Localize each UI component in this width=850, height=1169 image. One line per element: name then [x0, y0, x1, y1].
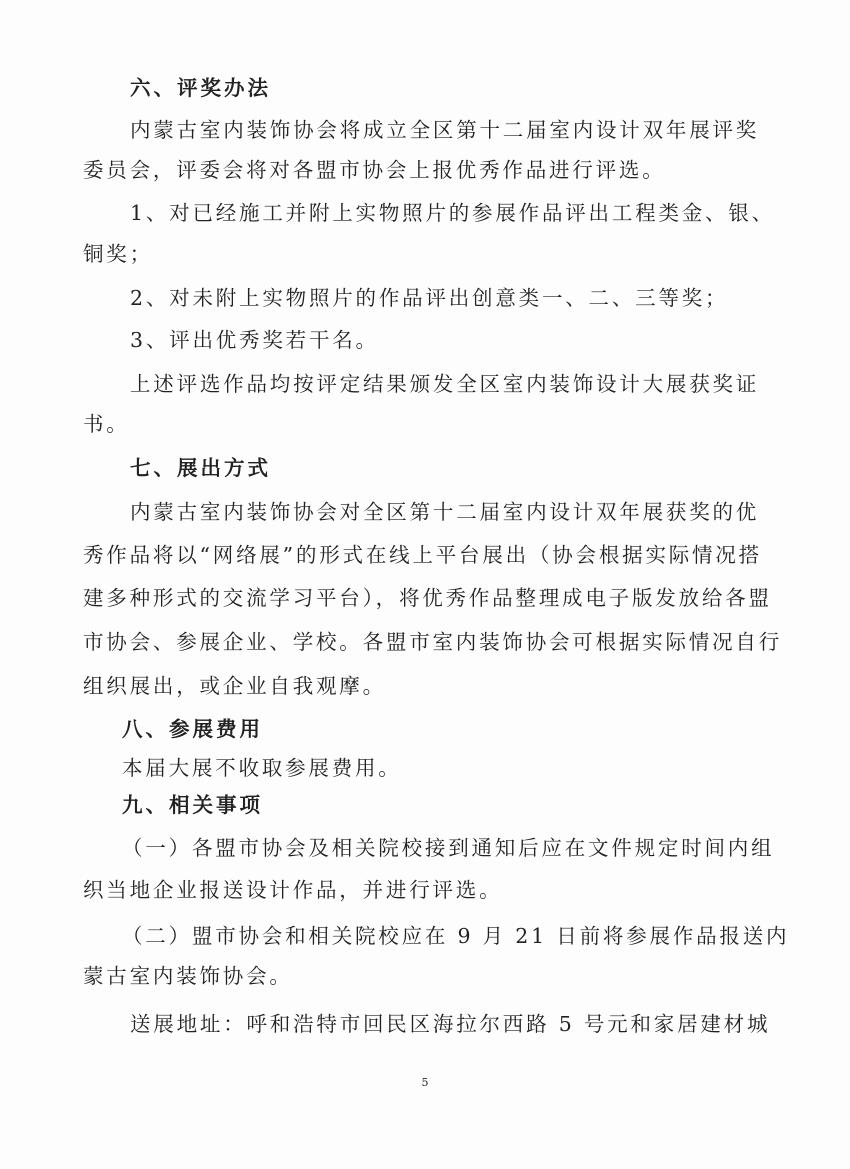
paragraph-line: 建多种形式的交流学习平台），将优秀作品整理成电子版发放给各盟 [83, 586, 772, 610]
paragraph-line: （二）盟市协会和相关院校应在 9 月 21 日前将参展作品报送内 [122, 924, 790, 948]
section-heading-exhibition-mode: 七、展出方式 [130, 456, 271, 480]
paragraph-line: 3、评出优秀奖若干名。 [130, 328, 379, 352]
paragraph-line: 上述评选作品均按评定结果颁发全区室内装饰设计大展获奖证 [130, 372, 760, 396]
paragraph-line: 织当地企业报送设计作品，并进行评选。 [83, 878, 503, 902]
section-heading-fees: 八、参展费用 [122, 717, 263, 741]
paragraph-line: 送展地址：呼和浩特市回民区海拉尔西路 5 号元和家居建材城 [130, 1012, 771, 1036]
section-heading-related-matters: 九、相关事项 [122, 793, 263, 817]
paragraph-line: 书。 [83, 412, 130, 436]
page-number: 5 [421, 1076, 429, 1089]
paragraph-line: 市协会、参展企业、学校。各盟市室内装饰协会可根据实际情况自行 [83, 630, 782, 654]
paragraph-line: 内蒙古室内装饰协会将成立全区第十二届室内设计双年展评奖 [130, 118, 760, 142]
section-heading-award-method: 六、评奖办法 [130, 76, 271, 100]
paragraph-line: 组织展出，或企业自我观摩。 [83, 674, 386, 698]
paragraph-line: 本届大展不收取参展费用。 [122, 756, 402, 780]
paragraph-line: 1、对已经施工并附上实物照片的参展作品评出工程类金、银、 [130, 201, 775, 225]
paragraph-line: 委员会，评委会将对各盟市协会上报优秀作品进行评选。 [83, 158, 666, 182]
paragraph-line: （一）各盟市协会及相关院校接到通知后应在文件规定时间内组 [122, 836, 775, 860]
paragraph-line: 秀作品将以“网络展”的形式在线上平台展出（协会根据实际情况搭 [83, 543, 762, 567]
paragraph-line: 2、对未附上实物照片的作品评出创意类一、二、三等奖； [130, 286, 729, 310]
paragraph-line: 内蒙古室内装饰协会对全区第十二届室内设计双年展获奖的优 [130, 500, 760, 524]
paragraph-line: 铜奖； [83, 242, 153, 266]
paragraph-line: 蒙古室内装饰协会。 [83, 964, 293, 988]
